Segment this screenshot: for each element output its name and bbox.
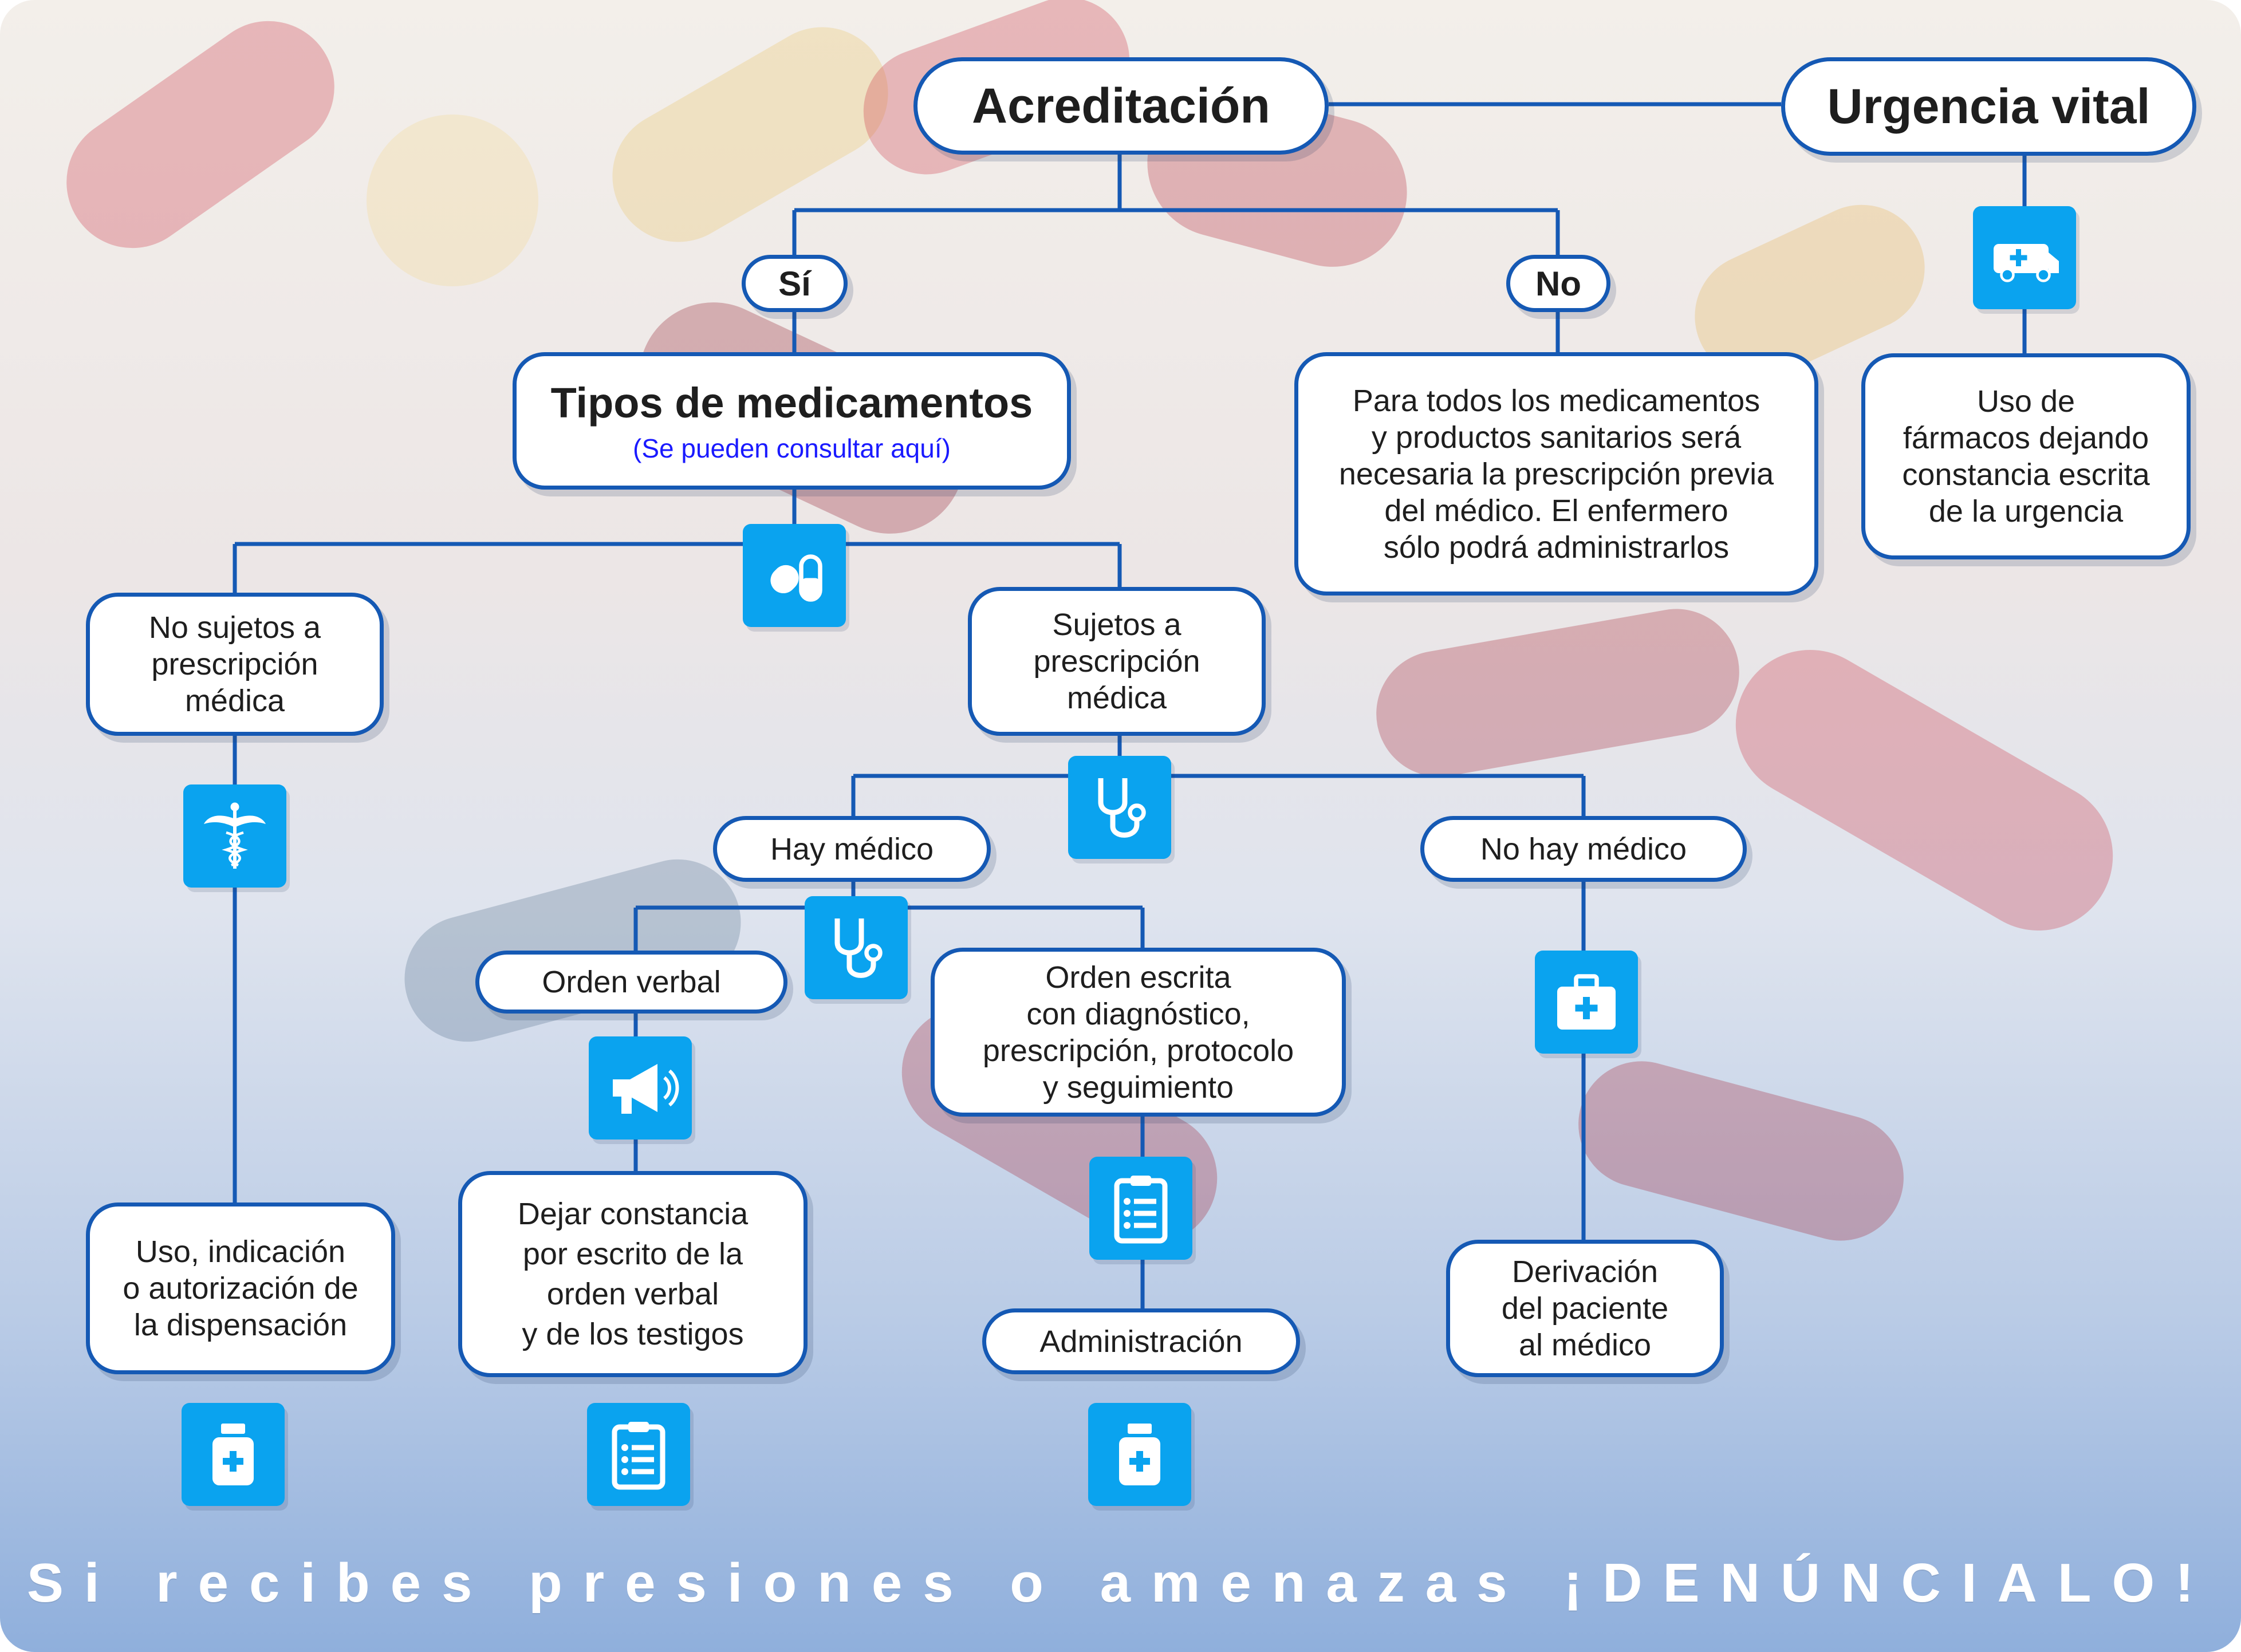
urgencia-text: Uso de fármacos dejando constancia escrita de la urgencia: [1902, 384, 2150, 529]
stethoscope-icon: [805, 896, 908, 999]
acreditacion-box: [913, 57, 1329, 155]
no-box: [1506, 255, 1610, 312]
no-sujetos-box: [86, 593, 384, 736]
orden-verbal-box: [475, 951, 787, 1014]
hay-medico-label: Hay médico: [770, 831, 934, 866]
no-hay-medico-label: No hay médico: [1480, 831, 1687, 866]
tipos-medicamentos-title: Tipos de medicamentos: [550, 378, 1033, 427]
medicine-bottle-icon: [182, 1403, 285, 1506]
derivacion-text: Derivación del paciente al médico: [1501, 1255, 1669, 1362]
no-label: No: [1535, 264, 1581, 303]
megaphone-icon: [589, 1036, 692, 1140]
no-sujetos-text: No sujetos a prescripción médica: [148, 610, 321, 718]
no-branch-text: Para todos los medicamentos y productos sanitarios será necesaria la prescripción previa del médico. El enfermero sólo podrá administrarlos: [1338, 383, 1774, 565]
urgencia-vital-box: [1781, 57, 2196, 156]
clipboard-icon: [1089, 1157, 1192, 1260]
consultar-link[interactable]: (Se pueden consultar aquí): [633, 433, 951, 463]
uso-indicacion-text: Uso, indicación o autorización de la dispensación: [123, 1235, 359, 1342]
stethoscope-icon: [1068, 756, 1171, 859]
administracion-box: [982, 1308, 1300, 1374]
si-label: Sí: [778, 264, 811, 303]
pills-icon: [743, 524, 846, 627]
tipos-medicamentos-box: [513, 352, 1071, 490]
caduceus-icon: [183, 784, 286, 888]
no-branch-box: [1294, 352, 1818, 596]
administracion-label: Administración: [1039, 1324, 1243, 1359]
footer-warning: Si recibes presiones o amenazas ¡DENÚNCIALO!: [26, 1552, 2215, 1614]
acreditacion-label: Acreditación: [972, 78, 1270, 133]
derivacion-box: [1446, 1240, 1724, 1377]
no-hay-medico-box: [1420, 816, 1747, 882]
orden-escrita-text: Orden escrita con diagnóstico, prescripción, protocolo y seguimiento: [982, 960, 1294, 1105]
urgencia-vital-label: Urgencia vital: [1827, 78, 2151, 134]
first-aid-kit-icon: [1535, 951, 1638, 1054]
orden-verbal-label: Orden verbal: [542, 965, 721, 999]
clipboard-icon: [587, 1403, 690, 1506]
dejar-constancia-text: Dejar constancia por escrito de la orden verbal y de los testigos: [517, 1197, 749, 1351]
orden-escrita-box: [931, 948, 1346, 1117]
uso-indicacion-box: [86, 1202, 395, 1374]
si-box: [742, 255, 848, 312]
sujetos-text: Sujetos a prescripción médica: [1033, 608, 1200, 715]
sujetos-box: [968, 587, 1266, 736]
hay-medico-box: [713, 816, 991, 882]
dejar-constancia-box: [458, 1171, 808, 1377]
ambulance-icon: [1973, 206, 2076, 309]
medicine-bottle-icon: [1088, 1403, 1191, 1506]
urgencia-text-box: [1861, 353, 2191, 559]
